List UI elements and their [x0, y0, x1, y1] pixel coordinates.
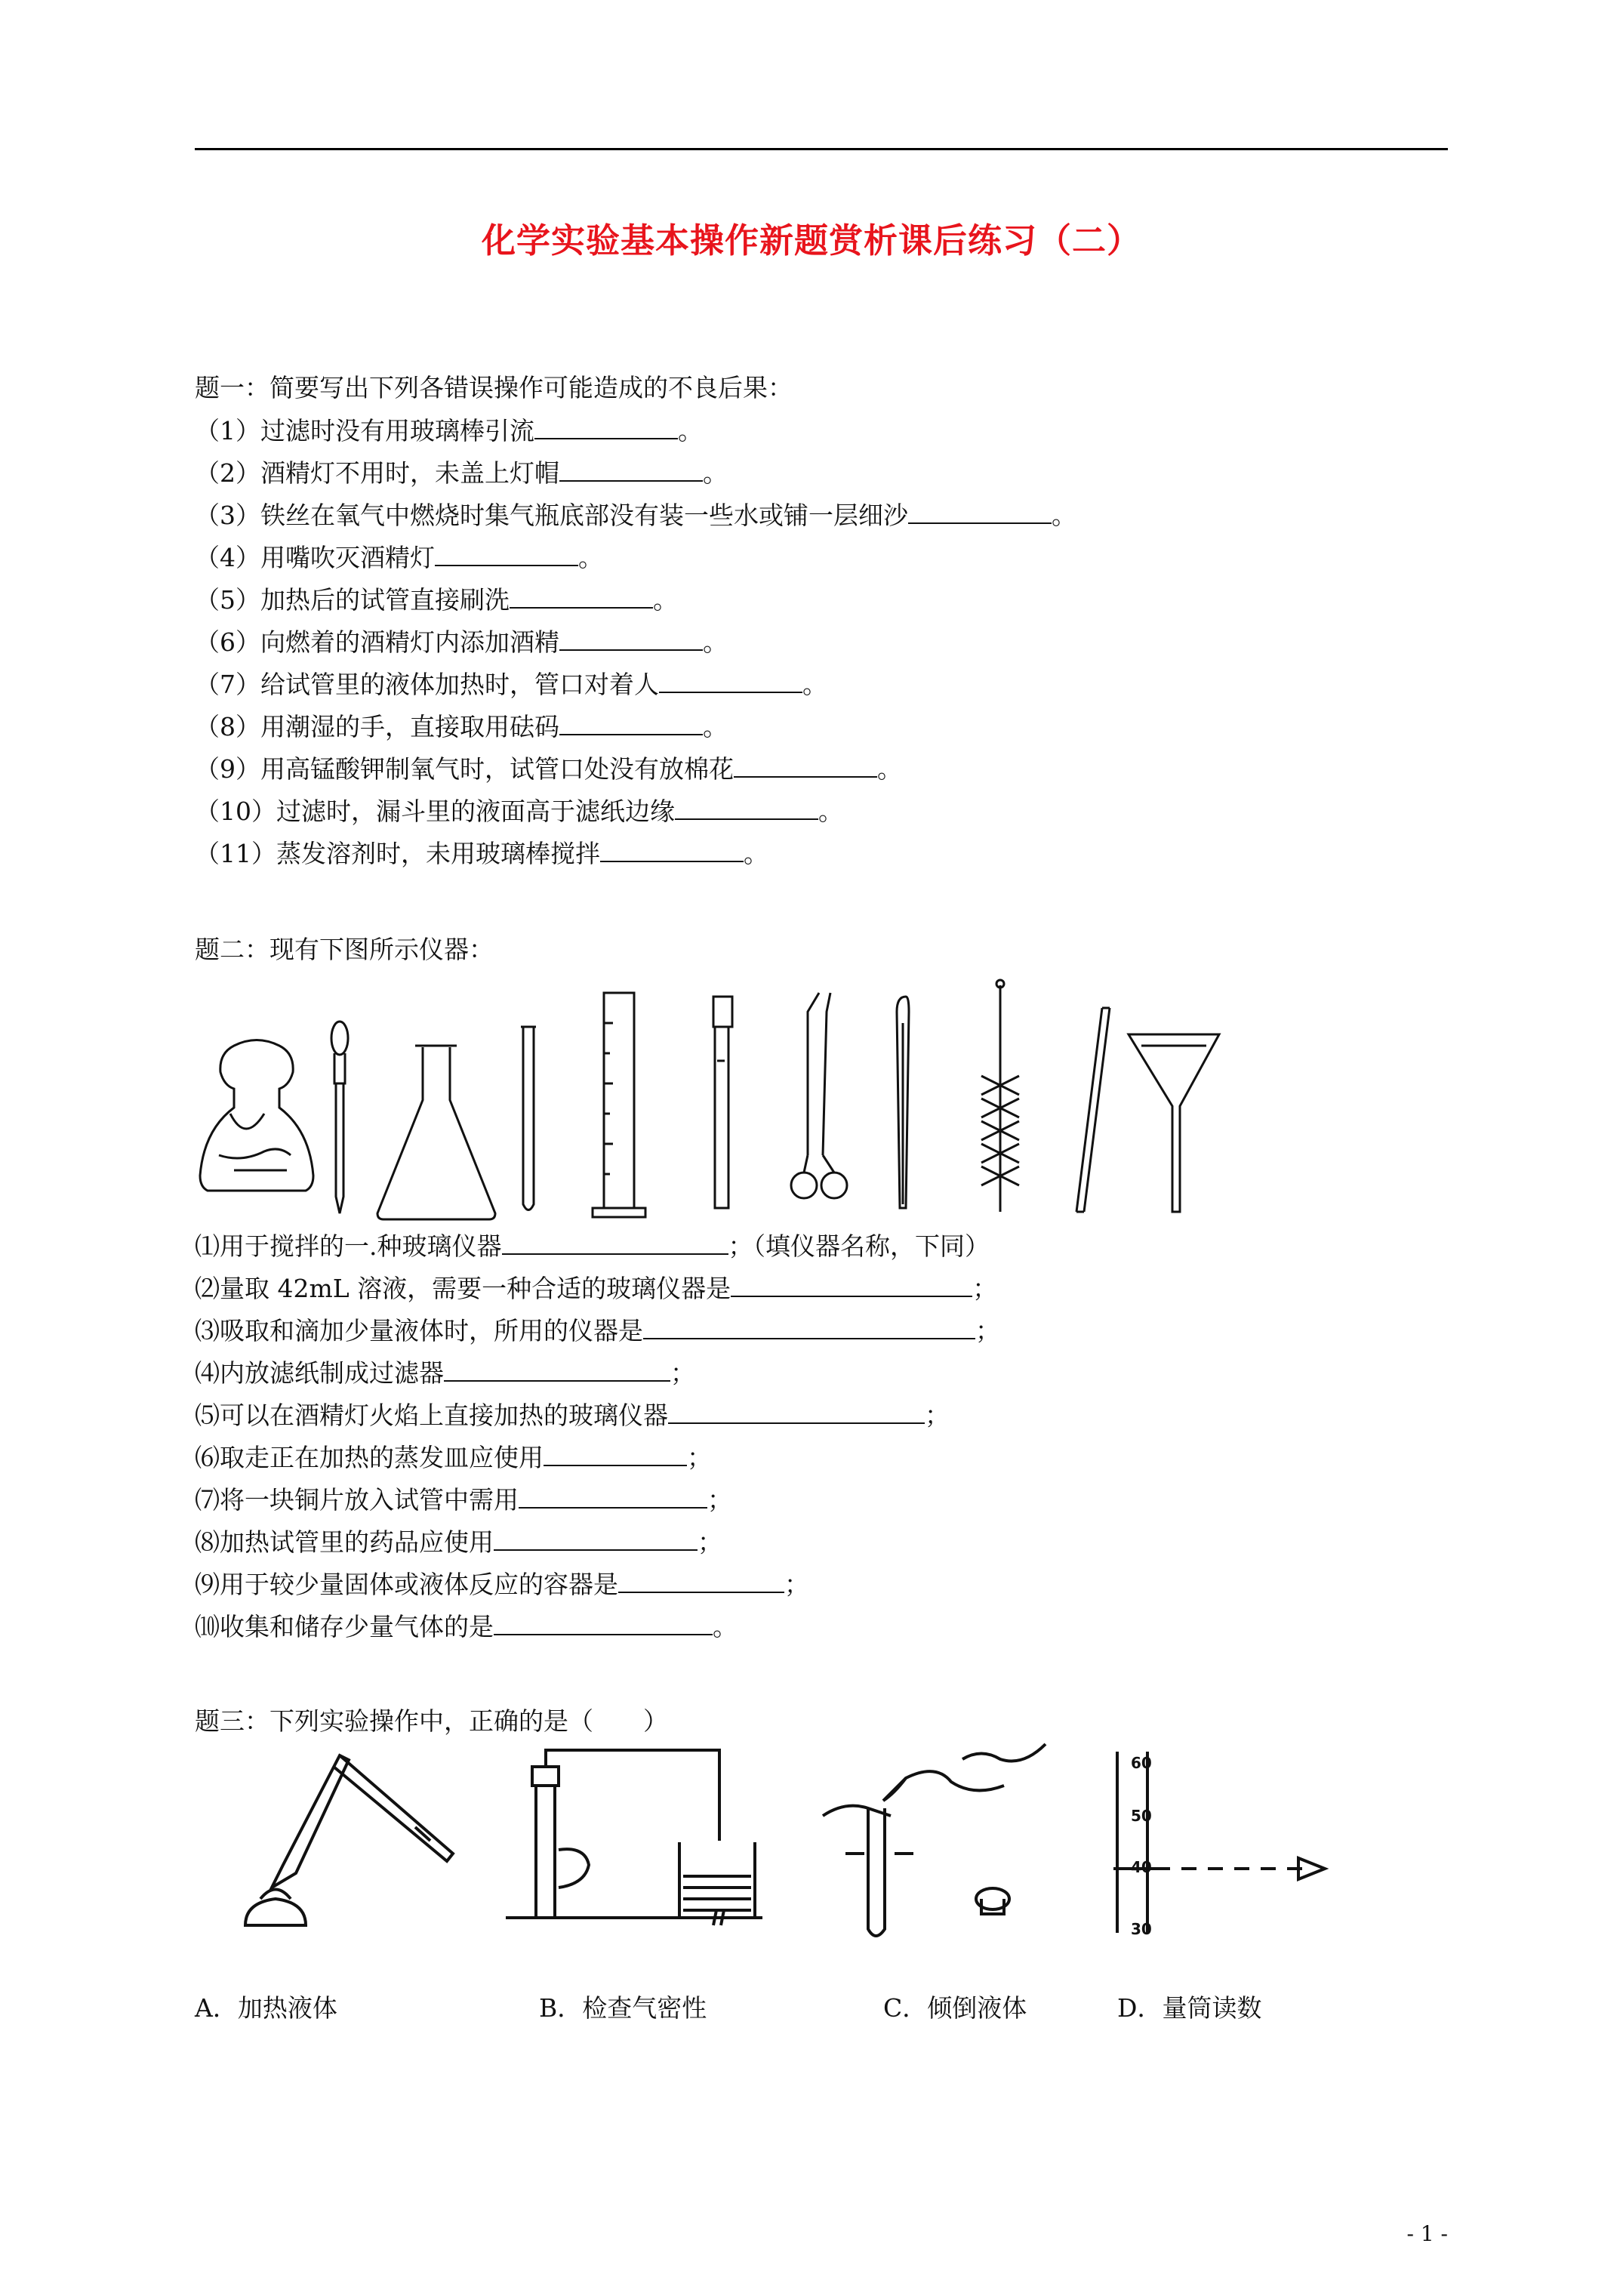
answer-blank[interactable] — [502, 1231, 728, 1255]
test-tube-brush-icon — [981, 980, 1019, 1212]
q1-item-text: （5）加热后的试管直接刷洗 — [195, 585, 510, 615]
q1-item — [195, 627, 728, 658]
q2-item-end: ； — [784, 1570, 809, 1599]
cylinder-tick-60: 60 — [1131, 1754, 1152, 1772]
q1-item-text: （8）用潮湿的手，直接取用砝码 — [195, 712, 559, 741]
q2-item-end: ； — [975, 1316, 1000, 1345]
q1-item-text: （2）酒精灯不用时，未盖上灯帽 — [195, 458, 559, 488]
graduated-cylinder-icon — [593, 993, 645, 1217]
q2-item — [195, 1358, 695, 1388]
q2-item-text: ⑷内放滤纸制成过滤器 — [195, 1358, 444, 1388]
cylinder-tick-50: 50 — [1131, 1807, 1152, 1825]
alcohol-lamp-icon — [200, 1040, 313, 1191]
answer-blank[interactable] — [559, 458, 703, 482]
cylinder-tick-30: 30 — [1131, 1920, 1152, 1938]
conical-flask-icon — [377, 1046, 495, 1219]
glass-rod-icon — [1076, 1008, 1110, 1212]
test-tube-clamp-icon — [897, 997, 909, 1208]
crucible-tongs-icon — [791, 993, 847, 1198]
q2-item-end: ； — [707, 1485, 732, 1515]
instrument-figure — [189, 978, 1397, 1227]
q1-item-end: 。 — [703, 458, 728, 488]
q2-item-text: ⑵量取 42mL 溶液，需要一种合适的玻璃仪器是 — [195, 1274, 731, 1303]
q1-item — [195, 415, 703, 446]
q1-item-end: 。 — [703, 627, 728, 657]
q1-item-text: （9）用高锰酸钾制氧气时，试管口处没有放棉花 — [195, 754, 734, 784]
answer-blank[interactable] — [908, 500, 1052, 524]
answer-blank[interactable] — [559, 711, 703, 735]
q2-item — [195, 1442, 712, 1473]
answer-blank[interactable] — [544, 1442, 687, 1466]
option-c-caption: C．倾倒液体 — [883, 1993, 1027, 2023]
heating-liquid-figure — [245, 1755, 453, 1925]
q2-item — [195, 1231, 990, 1262]
option-b-caption: B．检查气密性 — [539, 1993, 707, 2023]
gas-jar-icon — [713, 997, 732, 1208]
q2-item — [195, 1484, 732, 1515]
q1-item — [195, 711, 728, 742]
answer-blank[interactable] — [444, 1358, 670, 1382]
q1-item — [195, 669, 827, 700]
q1-item — [195, 542, 603, 573]
q2-item-end: ； — [670, 1358, 695, 1388]
q2-item-end: ； — [925, 1401, 950, 1430]
cylinder-reading-figure — [1113, 1752, 1325, 1933]
answer-blank[interactable] — [659, 669, 802, 693]
answer-blank[interactable] — [519, 1484, 707, 1509]
q1-item-text: （6）向燃着的酒精灯内添加酒精 — [195, 627, 559, 657]
q1-item-end: 。 — [877, 754, 902, 784]
q1-item-text: （1）过滤时没有用玻璃棒引流 — [195, 416, 534, 445]
q2-item-end: ； — [687, 1443, 712, 1472]
q2-item-end: ； — [698, 1527, 722, 1557]
q1-item — [195, 796, 843, 827]
q2-item-text: ⑽收集和储存少量气体的是 — [195, 1612, 494, 1641]
page-title: 化学实验基本操作新题赏析课后练习（二） — [481, 220, 1141, 260]
q2-item-text: ⑸可以在酒精灯火焰上直接加热的玻璃仪器 — [195, 1401, 668, 1430]
q2-item — [195, 1611, 738, 1642]
q3-heading: 题三：下列实验操作中，正确的是（ ） — [195, 1706, 668, 1736]
operation-figures — [226, 1737, 1344, 1940]
q2-item-text: ⑺将一块铜片放入试管中需用 — [195, 1485, 519, 1515]
q1-item-end: 。 — [578, 543, 603, 572]
q1-item-text: （4）用嘴吹灭酒精灯 — [195, 543, 435, 572]
q1-item — [195, 458, 728, 488]
answer-blank[interactable] — [435, 542, 578, 566]
page-number: - 1 - — [1406, 2221, 1448, 2246]
q1-item-end: 。 — [653, 585, 678, 615]
q2-item-text: ⑶吸取和滴加少量液体时，所用的仪器是 — [195, 1316, 643, 1345]
q1-item-end: 。 — [703, 712, 728, 741]
q1-item-end: 。 — [744, 839, 768, 868]
answer-blank[interactable] — [668, 1400, 925, 1424]
answer-blank[interactable] — [494, 1611, 713, 1635]
q2-item — [195, 1569, 809, 1600]
q1-item-end: 。 — [802, 670, 827, 699]
cylinder-tick-40: 40 — [1131, 1858, 1152, 1876]
q1-item — [195, 754, 902, 784]
pouring-liquid-figure — [823, 1744, 1046, 1936]
q2-item — [195, 1315, 1000, 1346]
answer-blank[interactable] — [675, 796, 818, 820]
dropper-icon — [331, 1022, 348, 1213]
q1-item — [195, 838, 768, 869]
q2-item — [195, 1400, 950, 1431]
option-a-caption: A．加热液体 — [195, 1993, 337, 2023]
answer-blank[interactable] — [559, 627, 703, 651]
q1-item — [195, 500, 1076, 531]
q1-item-text: （3）铁丝在氧气中燃烧时集气瓶底部没有装一些水或铺一层细沙 — [195, 501, 908, 530]
answer-blank[interactable] — [643, 1315, 975, 1339]
answer-blank[interactable] — [510, 584, 653, 609]
option-d-caption: D．量筒读数 — [1117, 1993, 1262, 2023]
q2-item-text: ⑹取走正在加热的蒸发皿应使用 — [195, 1443, 544, 1472]
q1-item-text: （10）过滤时，漏斗里的液面高于滤纸边缘 — [195, 797, 675, 826]
q2-item-text: ⑼用于较少量固体或液体反应的容器是 — [195, 1570, 618, 1599]
funnel-icon — [1129, 1034, 1219, 1212]
answer-blank[interactable] — [600, 838, 744, 862]
q2-heading: 题二：现有下图所示仪器： — [195, 935, 494, 964]
answer-blank[interactable] — [618, 1569, 784, 1593]
q1-item-text: （11）蒸发溶剂时，未用玻璃棒搅拌 — [195, 839, 600, 868]
q2-item-end: ；（填仪器名称，下同） — [728, 1231, 990, 1261]
q1-item — [195, 584, 678, 615]
q1-heading: 题一：简要写出下列各错误操作可能造成的不良后果： — [195, 373, 793, 402]
header-rule — [195, 148, 1448, 150]
q2-item-end: ； — [972, 1274, 998, 1303]
answer-blank[interactable] — [731, 1273, 972, 1297]
answer-blank[interactable] — [534, 415, 678, 439]
q1-item-text: （7）给试管里的液体加热时，管口对着人 — [195, 670, 659, 699]
q1-item-end: 。 — [1052, 501, 1076, 530]
q1-item-end: 。 — [818, 797, 843, 826]
q2-item — [195, 1527, 722, 1558]
q2-item — [195, 1273, 997, 1304]
answer-blank[interactable] — [734, 754, 877, 778]
answer-blank[interactable] — [494, 1527, 698, 1551]
q2-item-text: ⑴用于搅拌的一.种玻璃仪器 — [195, 1231, 502, 1261]
test-tube-icon — [521, 1027, 536, 1210]
q2-item-text: ⑻加热试管里的药品应使用 — [195, 1527, 494, 1557]
q2-item-end: 。 — [713, 1612, 738, 1641]
q1-item-end: 。 — [678, 416, 703, 445]
airtightness-check-figure — [506, 1750, 762, 1925]
